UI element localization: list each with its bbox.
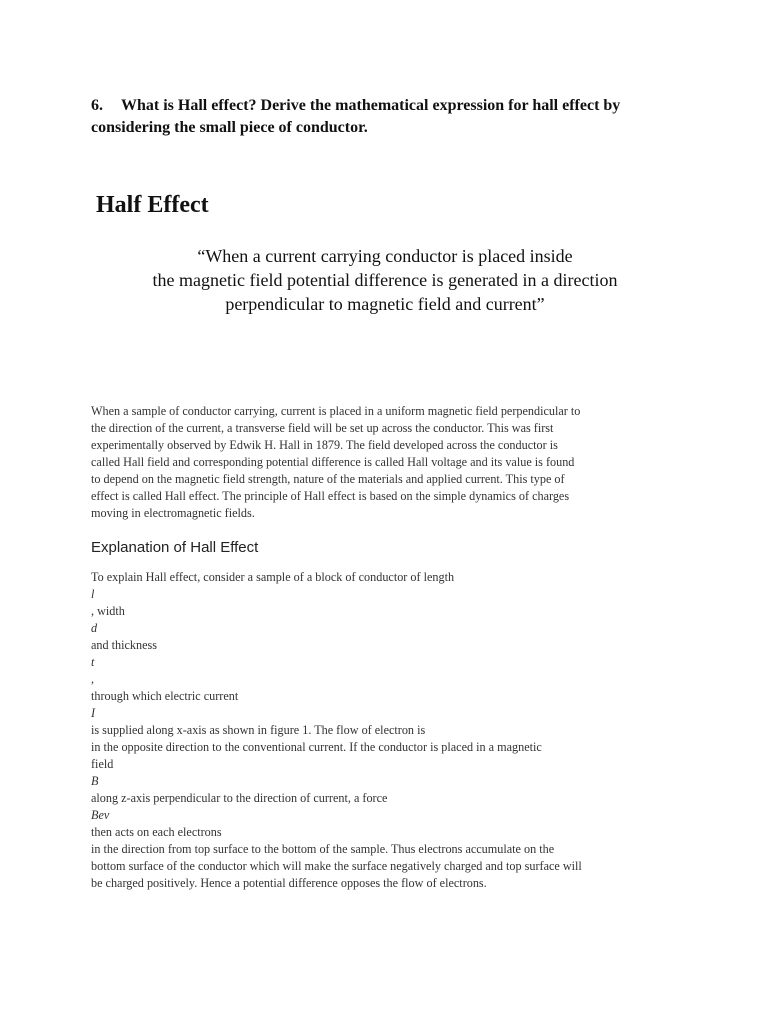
- paragraph-line: to depend on the magnetic field strength, nature of the materials and applied current. This type of: [91, 472, 565, 486]
- text-run: through which electric current: [91, 689, 239, 703]
- paragraph-line: be charged positively. Hence a potential difference opposes the flow of electrons.: [91, 876, 487, 890]
- paragraph-line: the direction of the current, a transverse field will be set up across the conductor. This was first: [91, 421, 554, 435]
- text-run: along z-axis perpendicular to the direction of current, a force: [91, 791, 388, 805]
- paragraph-line: experimentally observed by Edwik H. Hall in 1879. The field developed across the conductor is: [91, 438, 558, 452]
- quote-line: the magnetic field potential difference is generated in a direction: [152, 270, 618, 290]
- quote-line: “When a current carrying conductor is placed inside: [197, 246, 573, 266]
- quote-line: perpendicular to magnetic field and current”: [225, 294, 545, 314]
- question-body: What is Hall effect? Derive the mathematical expression for hall effect by considering the small piece of conductor.: [91, 97, 621, 136]
- paragraph-line: called Hall field and corresponding potential difference is called Hall voltage and its value is found: [91, 455, 575, 469]
- variable-thickness: t: [91, 655, 95, 669]
- subsection-heading: Explanation of Hall Effect: [91, 539, 259, 556]
- text-run: and thickness: [91, 638, 158, 652]
- paragraph-line: bottom surface of the conductor which will make the surface negatively charged and top surface will: [91, 859, 582, 873]
- text-run: field: [91, 757, 114, 771]
- intro-paragraph: [91, 403, 686, 522]
- text-run: To explain Hall effect, consider a sample of a block of conductor of length: [91, 570, 455, 584]
- text-run: then acts on each electrons: [91, 825, 222, 839]
- question-text: [91, 95, 681, 139]
- paragraph-line: in the opposite direction to the conventional current. If the conductor is placed in a magnetic: [91, 740, 542, 754]
- variable-length: l: [91, 587, 95, 601]
- explanation-paragraph: [91, 569, 686, 892]
- text-run: , width: [91, 604, 125, 618]
- variable-current: I: [91, 706, 96, 720]
- paragraph-line: effect is called Hall effect. The principle of Hall effect is based on the simple dynamics of charges: [91, 489, 570, 503]
- paragraph-line: [91, 756, 686, 841]
- paragraph-line: [91, 688, 686, 739]
- text-run: ,: [91, 672, 95, 686]
- paragraph-line: moving in electromagnetic fields.: [91, 506, 255, 520]
- definition-quote: [90, 244, 680, 316]
- question-number: 6.: [91, 97, 103, 114]
- text-run: is supplied along x-axis as shown in figure 1. The flow of electron is: [91, 723, 426, 737]
- paragraph-line: in the direction from top surface to the bottom of the sample. Thus electrons accumulate on the: [91, 842, 555, 856]
- variable-field: B: [91, 774, 99, 788]
- variable-force: Bev: [91, 808, 110, 822]
- variable-width: d: [91, 621, 98, 635]
- section-heading: Half Effect: [96, 192, 209, 218]
- paragraph-line: When a sample of conductor carrying, current is placed in a uniform magnetic field perpendicular to: [91, 404, 581, 418]
- paragraph-line: [91, 569, 686, 688]
